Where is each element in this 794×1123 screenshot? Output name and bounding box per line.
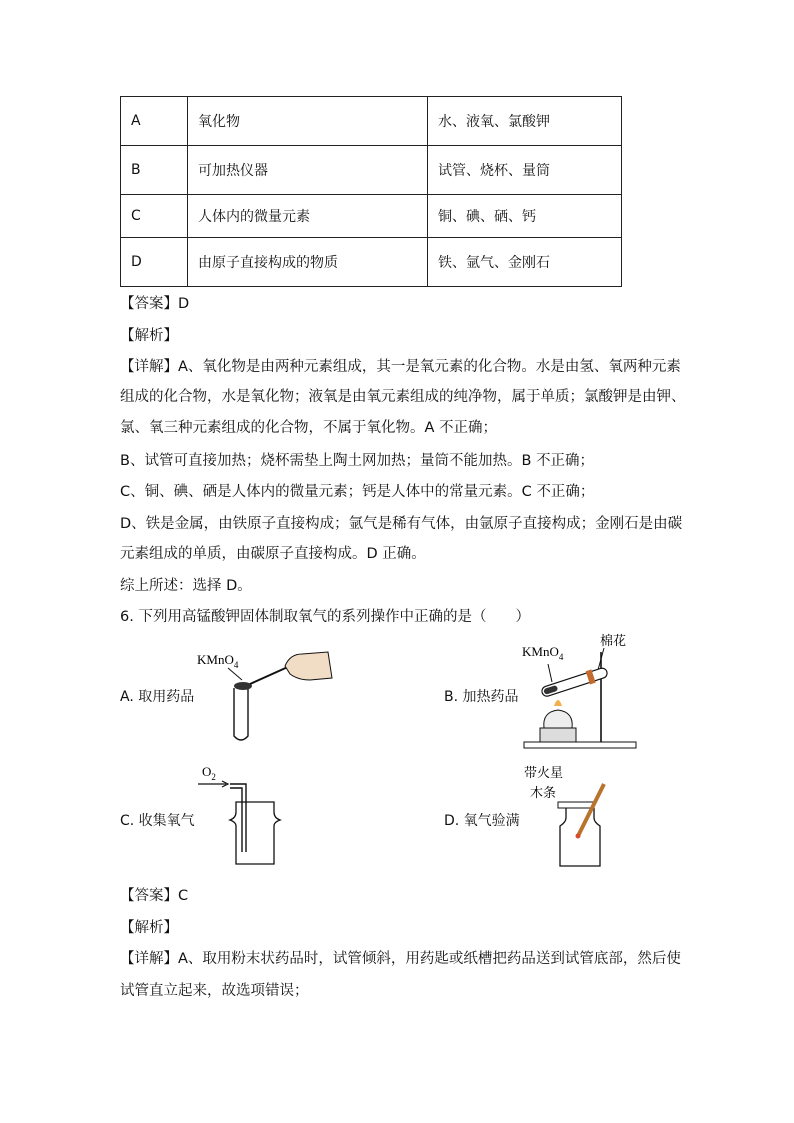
row-letter: C	[121, 195, 188, 238]
row-items: 铜、碘、硒、钙	[428, 195, 622, 238]
cotton-label: 棉花	[600, 634, 627, 649]
q6-question: 6. 下列用高锰酸钾固体制取氧气的系列操作中正确的是（ ）	[120, 609, 530, 625]
option-b-label: B. 加热药品	[444, 689, 519, 705]
row-items: 试管、烧杯、量筒	[428, 146, 622, 195]
q6-analysis-line: 【详解】A、取用粉末状药品时，试管倾斜，用药匙或纸槽把药品送到试管底部，然后使	[120, 951, 681, 967]
splint-label-line1: 带火星	[524, 766, 564, 781]
q6-answer: 【答案】C	[120, 888, 189, 904]
table-row	[121, 195, 622, 238]
spoon-bowl-icon	[234, 682, 252, 690]
table-row	[121, 146, 622, 195]
q5-analysis-title: 【解析】	[120, 328, 178, 344]
splint-label-line2: 木条	[530, 786, 557, 801]
hand-icon	[285, 652, 332, 680]
alcohol-lamp-icon	[544, 710, 572, 728]
q6-analysis-title: 【解析】	[120, 920, 178, 936]
flame-icon	[554, 700, 562, 706]
kmno4-label: KMnO$_4$	[522, 644, 564, 662]
q5-analysis-line: D、铁是金属，由铁原子直接构成；氩气是稀有气体，由氩原子直接构成；金刚石是由碳	[120, 516, 683, 532]
table-row	[121, 238, 622, 287]
q5-analysis-line: 【详解】A、氧化物是由两种元素组成，其一是氧元素的化合物。水是由氢、氧两种元素	[120, 359, 681, 375]
q5-analysis-line: 元素组成的单质，由碳原子直接构成。D 正确。	[120, 546, 426, 562]
row-category: 氧化物	[188, 97, 428, 146]
glow-icon	[576, 834, 581, 839]
q5-analysis-line: B、试管可直接加热；烧杯需垫上陶土网加热；量筒不能加热。B 不正确；	[120, 453, 595, 469]
figure-c-gas-bottle	[196, 762, 286, 868]
stand-base-icon	[524, 742, 636, 748]
test-tube-icon	[234, 688, 248, 740]
q5-analysis-line: C、铜、碘、硒是人体内的微量元素；钙是人体中的常量元素。C 不正确；	[120, 484, 595, 500]
table-row	[121, 97, 622, 146]
row-letter: D	[121, 238, 188, 287]
row-category: 人体内的微量元素	[188, 195, 428, 238]
pointer-line	[548, 664, 552, 682]
glass-plate-icon	[558, 802, 594, 808]
classification-table	[120, 96, 622, 287]
q5-answer: 【答案】D	[120, 296, 190, 312]
test-tube-icon	[540, 665, 609, 699]
row-letter: A	[121, 97, 188, 146]
option-c-label: C. 收集氧气	[120, 813, 195, 829]
figure-b-heating-apparatus	[518, 632, 640, 752]
q5-analysis-line: 综上所述：选择 D。	[120, 578, 252, 594]
figure-a-spoon-test-tube	[190, 636, 340, 748]
kmno4-label: KMnO$_4$	[197, 652, 239, 670]
lamp-block-icon	[540, 728, 576, 742]
q5-analysis-line: 氯、氧三种元素组成的化合物，不属于氧化物。A 不正确；	[120, 420, 498, 436]
gas-bottle-icon	[230, 802, 280, 864]
row-letter: B	[121, 146, 188, 195]
row-items: 水、液氧、氯酸钾	[428, 97, 622, 146]
spoon-handle-icon	[250, 666, 290, 684]
q6-analysis-line: 试管直立起来，故选项错误；	[120, 983, 309, 999]
row-category: 可加热仪器	[188, 146, 428, 195]
row-items: 铁、氩气、金刚石	[428, 238, 622, 287]
q5-analysis-line: 组成的化合物，水是氧化物；液氧是由氧元素组成的纯净物，属于单质；氯酸钾是由钾、	[120, 389, 686, 405]
option-a-label: A. 取用药品	[120, 689, 195, 705]
option-d-label: D. 氧气验满	[444, 813, 520, 829]
figure-d-glowing-splint	[518, 762, 628, 870]
delivery-tube-icon	[230, 784, 246, 852]
o2-label: $O_2$	[202, 764, 216, 782]
row-category: 由原子直接构成的物质	[188, 238, 428, 287]
